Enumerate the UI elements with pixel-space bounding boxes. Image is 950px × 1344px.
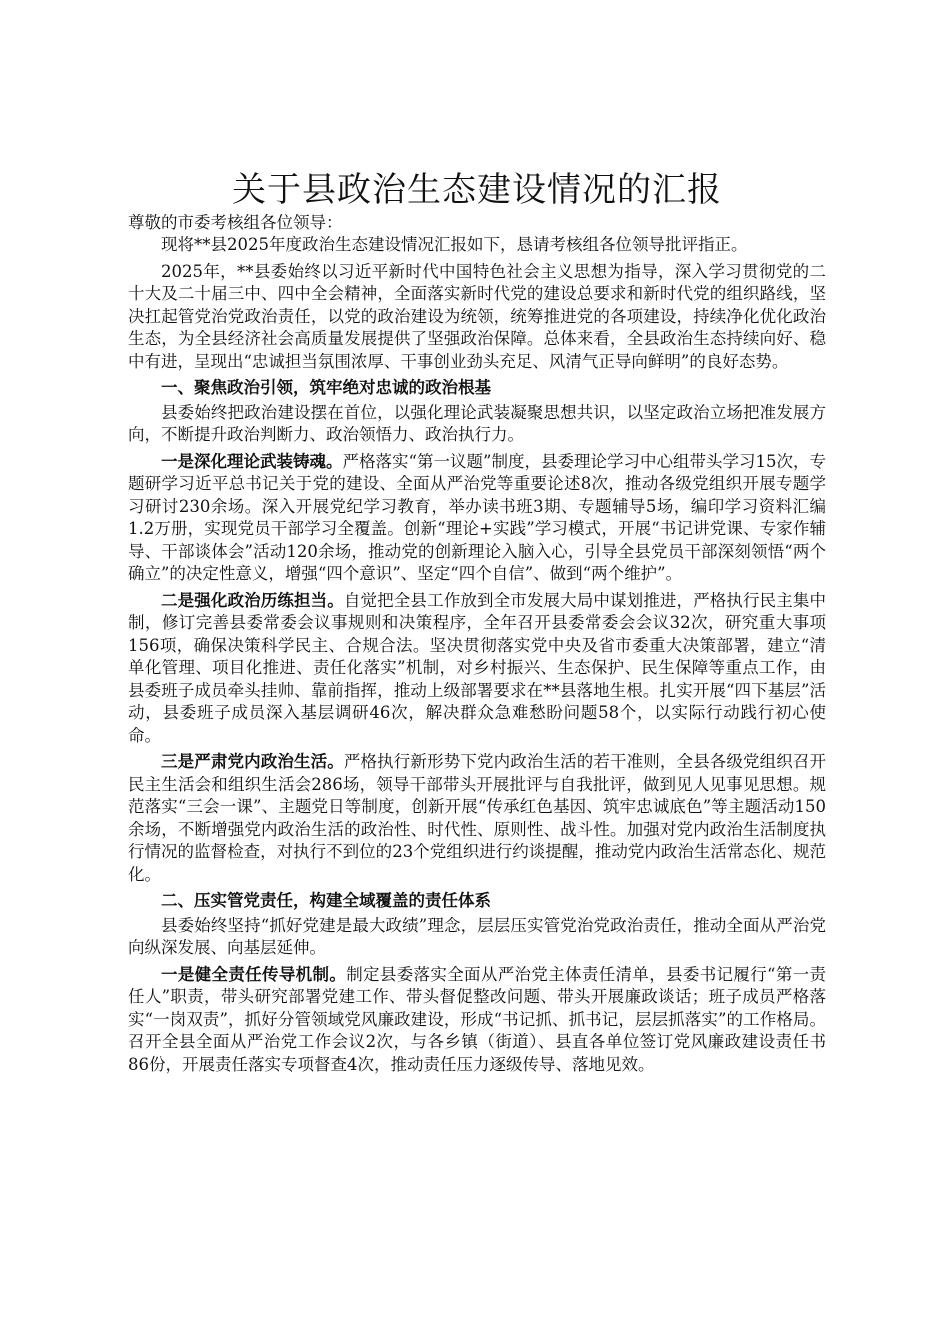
section-1-item-2-lead: 二是强化政治历练担当。 <box>161 590 344 610</box>
section-1-summary: 县委始终把政治建设摆在首位，以强化理论武装凝聚思想共识，以坚定政治立场把准发展方向，不断提升政治判断力、政治领悟力、政治执行力。 <box>128 402 826 444</box>
section-1-item-2 <box>128 590 826 748</box>
section-1-item-3 <box>128 751 826 886</box>
section-2-item-1-lead: 一是健全责任传导机制。 <box>161 964 347 984</box>
section-2-heading: 二、压实管党责任，构建全域覆盖的责任体系 <box>161 891 491 910</box>
overview-paragraph: 2025年，**县委始终以习近平新时代中国特色社会主义思想为指导，深入学习贯彻党的二十大及二十届三中、四中全会精神，全面落实新时代党的建设总要求和新时代党的组织路线，坚决扛起管党治党政治责任，以党的政治建设为统领，统筹推进党的各项建设，持续净化优化政治生态，为全县经济社会高质量发展提供了坚强政治保障。总体来看，全县政治生态持续向好、稳中有进，呈现出“忠诚担当氛围浓厚、干事创业劲头充足、风清气正导向鲜明”的良好态势。 <box>128 261 826 371</box>
section-1-heading: 一、聚焦政治引领，筑牢绝对忠诚的政治根基 <box>161 378 491 397</box>
document-title: 关于县政治生态建设情况的汇报 <box>232 170 722 210</box>
section-1-item-2-text: 自觉把全县工作放到全市发展大局中谋划推进，严格执行民主集中制，修订完善县委常委会议事规则和决策程序，全年召开县委常委会会议32次，研究重大事项156项，确保决策科学民主、合规合法。坚决贯彻落实党中央及省市委重大决策部署，建立“清单化管理、项目化推进、责任化落实”机制，对乡村振兴、生态保护、民生保障等重点工作，由县委班子成员牵头挂帅、靠前指挥，推动上级部署要求在**县落地生根。扎实开展“四下基层”活动，县委班子成员深入基层调研46次，解决群众急难愁盼问题58个，以实际行动践行初心使命。 <box>128 590 827 745</box>
section-1-item-1 <box>128 451 826 586</box>
section-2-item-1 <box>128 964 826 1077</box>
intro-paragraph: 现将**县2025年度政治生态建设情况汇报如下，恳请考核组各位领导批评指正。 <box>161 235 748 254</box>
section-2-item-1-text: 制定县委落实全面从严治党主体责任清单，县委书记履行“第一责任人”职责，带头研究部署党建工作、带头督促整改问题、带头开展廉政谈话；班子成员严格落实“一岗双责”，抓好分管领域党风廉政建设，形成“书记抓、抓书记，层层抓落实”的工作格局。召开全县全面从严治党工作会议2次，与各乡镇（街道）、县直各单位签订党风廉政建设责任书86份，开展责任落实专项督查4次，推动责任压力逐级传导、落地见效。 <box>128 964 827 1074</box>
section-1-item-1-lead: 一是深化理论武装铸魂。 <box>161 451 343 471</box>
section-1-item-3-lead: 三是严肃党内政治生活。 <box>161 752 344 771</box>
salutation: 尊敬的市委考核组各位领导： <box>128 213 343 232</box>
section-1-item-1-text: 严格落实“第一议题”制度，县委理论学习中心组带头学习15次，专题研学习近平总书记关于党的建设、全面从严治党等重要论述8次，推动各级党组织开展专题学习研讨230余场。深入开展党纪学习教育，举办读书班3期、专题辅导5场，编印学习资料汇编1.2万册，实现党员干部学习全覆盖。创新“理论+实践”学习模式，开展“书记讲党课、专家作辅导、干部谈体会”活动120余场，推动党的创新理论入脑入心，引导全县党员干部深刻领悟“两个确立”的决定性意义，增强“四个意识”、坚定“四个自信”、做到“两个维护”。 <box>128 451 827 583</box>
document-page <box>128 168 826 1080</box>
section-1-item-3-text: 严格执行新形势下党内政治生活的若干准则，全县各级党组织召开民主生活会和组织生活会286场，领导干部带头开展批评与自我批评，做到见人见事见思想。规范落实“三会一课”、主题党日等制度，创新开展“传承红色基因、筑牢忠诚底色”等主题活动150余场，不断增强党内政治生活的政治性、时代性、原则性、战斗性。加强对党内政治生活制度执行情况的监督检查，对执行不到位的23个党组织进行约谈提醒，推动党内政治生活常态化、规范化。 <box>128 752 827 884</box>
section-2-summary: 县委始终坚持“抓好党建是最大政绩”理念，层层压实管党治党政治责任，推动全面从严治党向纵深发展、向基层延伸。 <box>128 915 826 957</box>
